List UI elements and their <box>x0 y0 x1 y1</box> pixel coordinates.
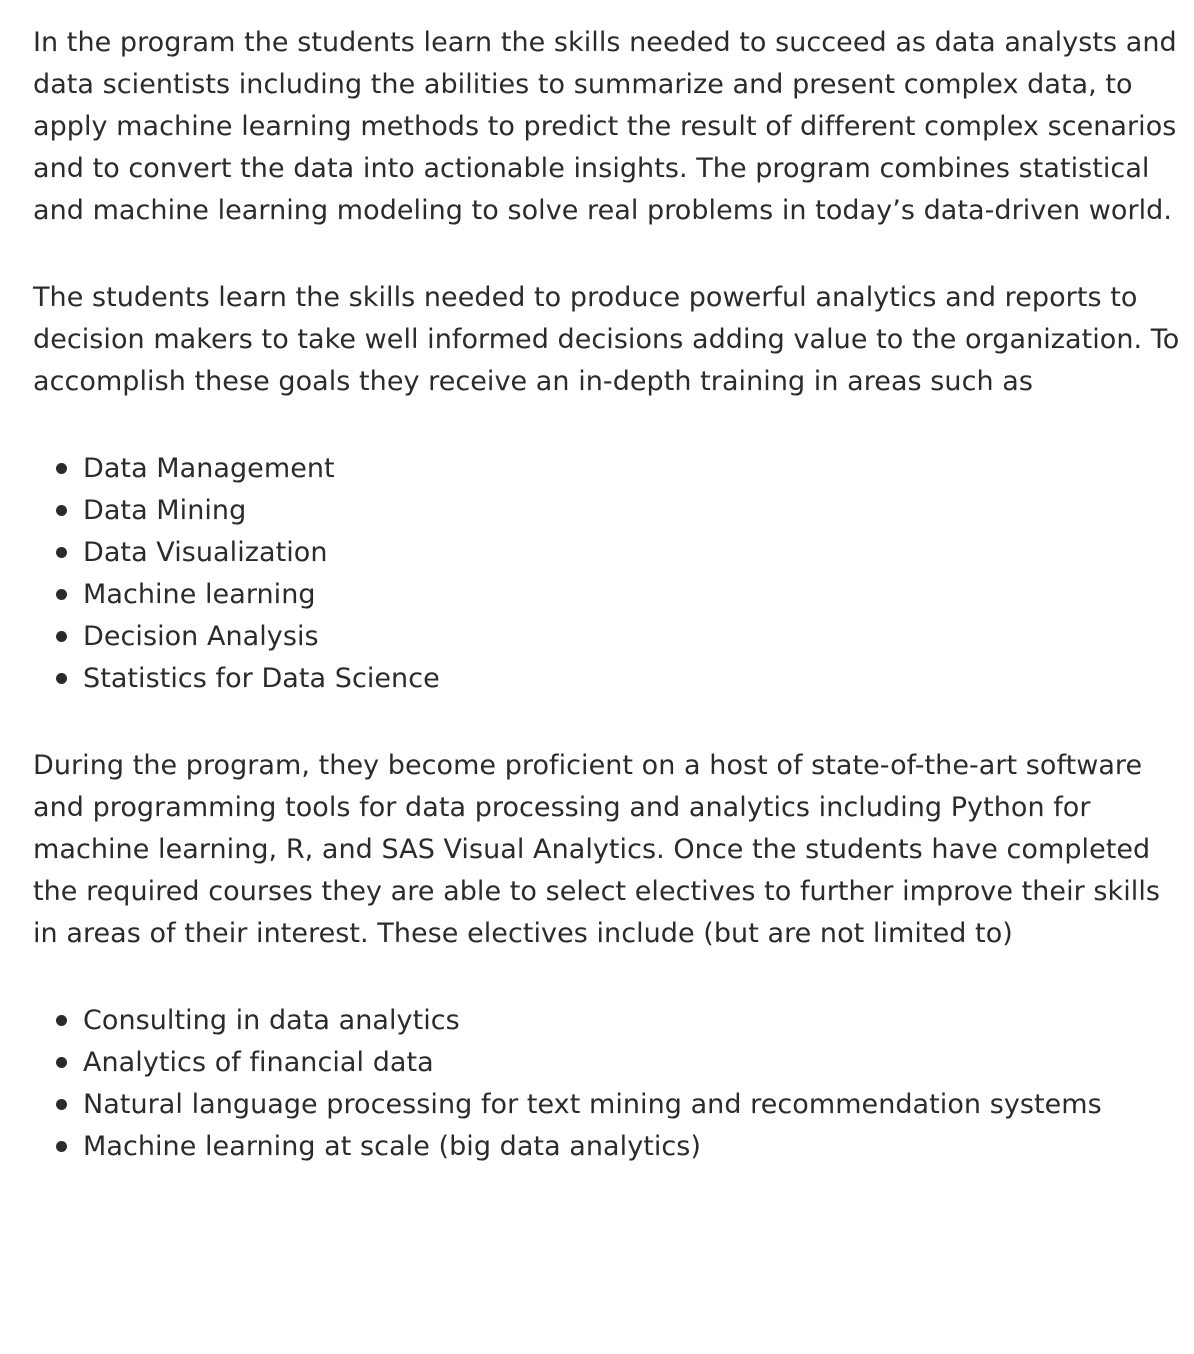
list-item-text: Decision Analysis <box>83 621 319 652</box>
bullet-dot-icon <box>56 589 67 600</box>
intro-paragraph: In the program the students learn the skills needed to succeed as data analysts and data scientists including the abilities to summarize and present complex data, to apply machine learning methods to predict the result of different complex scenarios and to convert the data into actionable insights. The program combines statistical and machine learning modeling to solve real problems in today’s data-driven world. <box>33 27 1177 226</box>
tools-paragraph: During the program, they become proficient on a host of state-of-the-art software and programming tools for data processing and analytics including Python for machine learning, R, and SAS Visual Analytics. Once the students have completed the required courses they are able to select electives to further improve their skills in areas of their interest. These electives include (but are not limited to) <box>33 750 1161 949</box>
bullet-dot-icon <box>56 547 67 558</box>
list-item-data-management <box>83 448 1186 490</box>
list-item-consulting <box>83 1000 1186 1042</box>
bullet-dot-icon <box>56 463 67 474</box>
bullet-dot-icon <box>56 1141 67 1152</box>
bullet-dot-icon <box>56 1099 67 1110</box>
list-item-text: Natural language processing for text mining and recommendation systems <box>83 1089 1102 1120</box>
list-item-nlp <box>83 1084 1186 1126</box>
list-item-text: Machine learning <box>83 579 316 610</box>
list-item-text: Data Management <box>83 453 335 484</box>
bullet-dot-icon <box>56 631 67 642</box>
bullet-dot-icon <box>56 673 67 684</box>
list-item-text: Data Visualization <box>83 537 328 568</box>
list-item-data-mining <box>83 490 1186 532</box>
list-item-statistics <box>83 658 1186 700</box>
list-item-text: Analytics of financial data <box>83 1047 434 1078</box>
list-item-decision-analysis <box>83 616 1186 658</box>
training-areas-list <box>33 448 1186 700</box>
skills-paragraph: The students learn the skills needed to produce powerful analytics and reports to decision makers to take well informed decisions adding value to the organization. To accomplish these goals they receive an in-depth training in areas such as <box>33 282 1180 397</box>
list-item-machine-learning <box>83 574 1186 616</box>
bullet-dot-icon <box>56 1057 67 1068</box>
electives-list <box>33 1000 1186 1168</box>
list-item-data-visualization <box>83 532 1186 574</box>
list-item-text: Data Mining <box>83 495 247 526</box>
bullet-dot-icon <box>56 1015 67 1026</box>
list-item-text: Statistics for Data Science <box>83 663 440 694</box>
list-item-text: Machine learning at scale (big data analytics) <box>83 1131 702 1162</box>
list-item-text: Consulting in data analytics <box>83 1005 460 1036</box>
list-item-ml-at-scale <box>83 1126 1186 1168</box>
bullet-dot-icon <box>56 505 67 516</box>
list-item-financial-data <box>83 1042 1186 1084</box>
